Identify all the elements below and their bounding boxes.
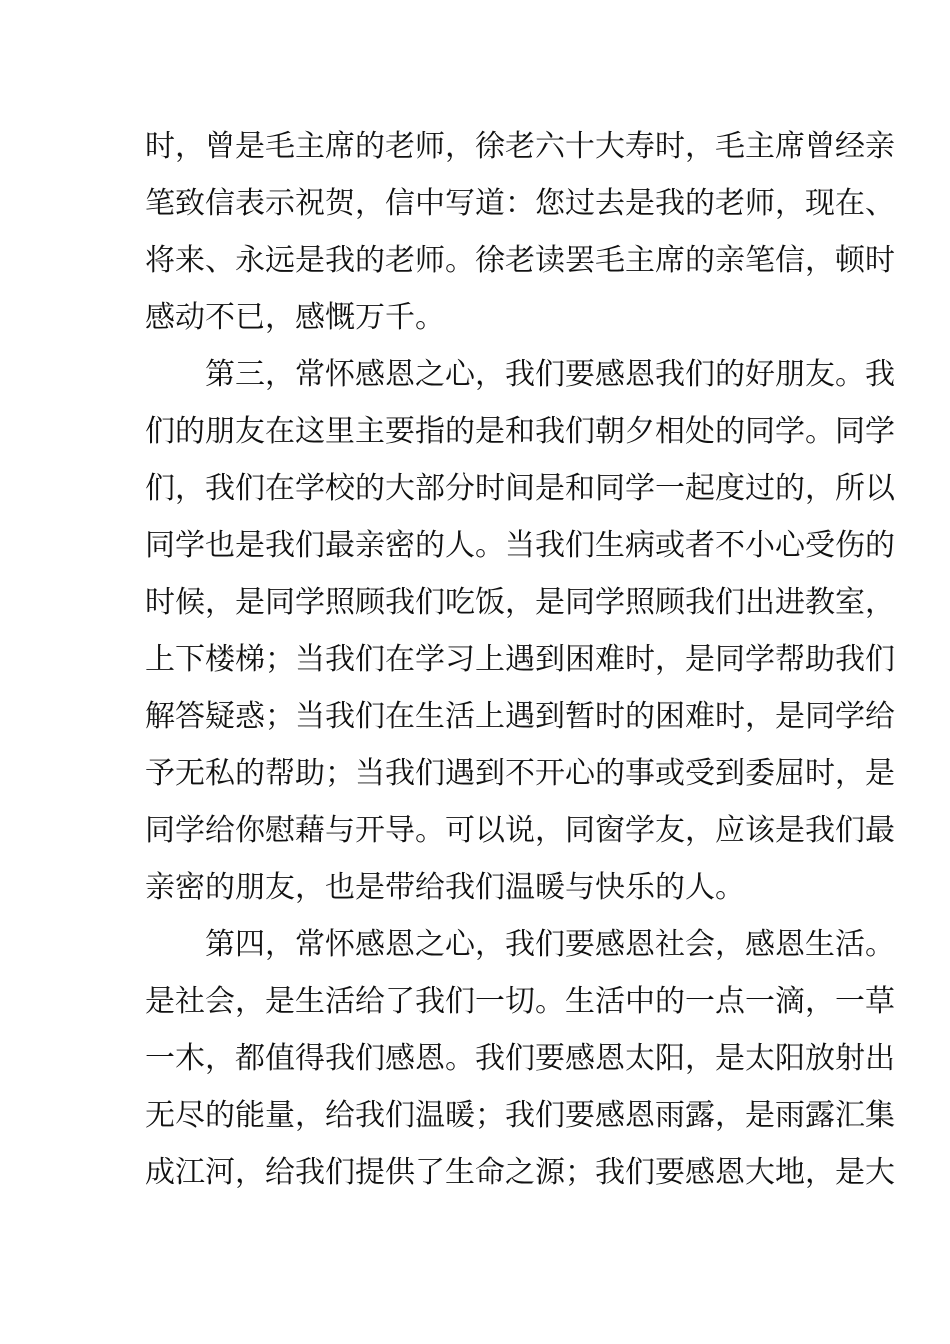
text-line: 将来、永远是我的老师。徐老读罢毛主席的亲笔信，顿时 — [145, 243, 895, 278]
text-line: 们的朋友在这里主要指的是和我们朝夕相处的同学。同学 — [145, 414, 895, 449]
text-line: 予无私的帮助；当我们遇到不开心的事或受到委屈时，是 — [145, 756, 895, 791]
text-line: 们，我们在学校的大部分时间是和同学一起度过的，所以 — [145, 471, 895, 506]
text-line: 成江河，给我们提供了生命之源；我们要感恩大地，是大 — [145, 1155, 895, 1190]
text-line: 是社会，是生活给了我们一切。生活中的一点一滴，一草 — [145, 984, 895, 1019]
text-line: 同学也是我们最亲密的人。当我们生病或者不小心受伤的 — [145, 528, 895, 563]
text-line: 解答疑惑；当我们在生活上遇到暂时的困难时，是同学给 — [145, 699, 895, 734]
text-line: 笔致信表示祝贺，信中写道：您过去是我的老师，现在、 — [145, 186, 895, 221]
document-body — [145, 118, 895, 1201]
text-line: 一木，都值得我们感恩。我们要感恩太阳，是太阳放射出 — [145, 1041, 895, 1076]
paragraph-start-line: 第三，常怀感恩之心，我们要感恩我们的好朋友。我 — [205, 357, 895, 392]
text-line: 亲密的朋友，也是带给我们温暖与快乐的人。 — [145, 870, 745, 905]
text-line: 上下楼梯；当我们在学习上遇到困难时，是同学帮助我们 — [145, 642, 895, 677]
paragraph-start-line: 第四，常怀感恩之心，我们要感恩社会，感恩生活。 — [205, 927, 895, 962]
text-line: 时，曾是毛主席的老师，徐老六十大寿时，毛主席曾经亲 — [145, 129, 895, 164]
text-line: 时候，是同学照顾我们吃饭，是同学照顾我们出进教室， — [145, 585, 895, 620]
text-line: 同学给你慰藉与开导。可以说，同窗学友，应该是我们最 — [145, 813, 895, 848]
text-line: 无尽的能量，给我们温暖；我们要感恩雨露，是雨露汇集 — [145, 1098, 895, 1133]
text-line: 感动不已，感慨万千。 — [145, 300, 445, 335]
